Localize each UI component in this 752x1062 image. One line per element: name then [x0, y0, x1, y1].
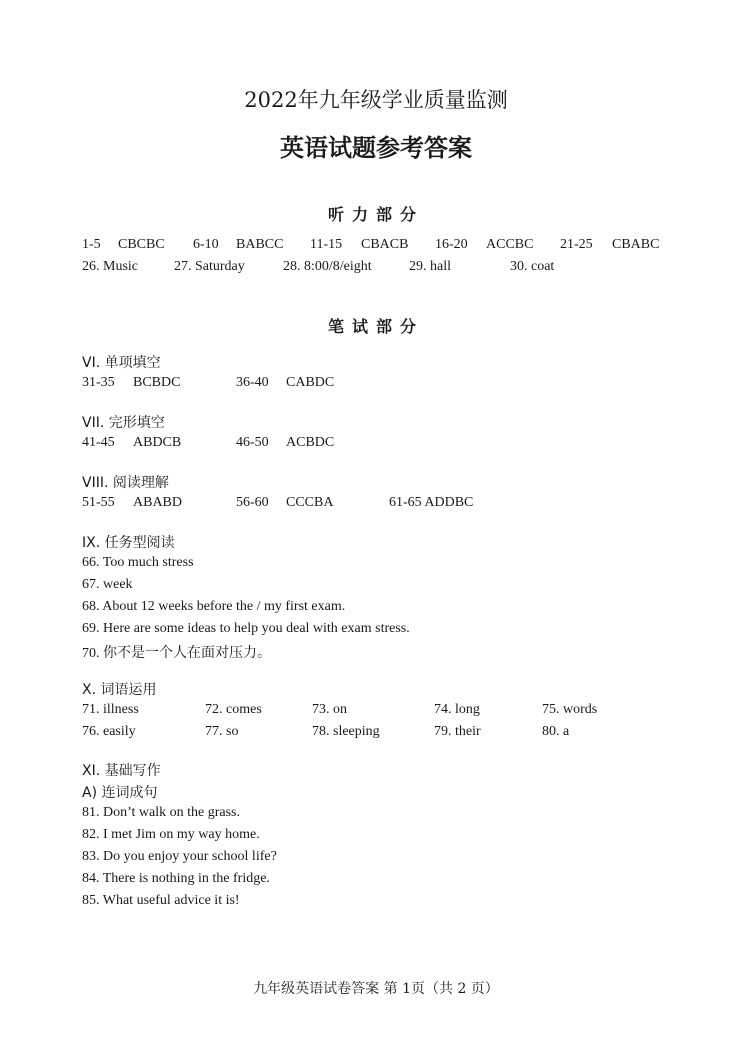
range-label: 11-15 [310, 237, 343, 252]
range-label: 1-5 [82, 237, 101, 252]
answer-item: 27. Saturday [174, 259, 245, 274]
answer-group: ABABD [133, 495, 183, 510]
answer-item: 29. hall [409, 259, 451, 274]
range-label: 21-25 [560, 237, 593, 252]
answer-line: 66. Too much stress [82, 555, 194, 570]
answer-item: 75. words [542, 702, 598, 717]
range-label: 36-40 [236, 375, 269, 390]
answer-key-title: 英语试题参考答案 [280, 133, 472, 162]
section-viii-heading: VIII. 阅读理解 [82, 475, 169, 491]
answer-item: 80. a [542, 724, 570, 739]
section-vii-heading: VII. 完形填空 [82, 415, 165, 431]
answer-group: CBACB [361, 237, 409, 252]
answer-group: CBCBC [118, 237, 165, 252]
page-footer: 九年级英语试卷答案 第 1页（共 2 页） [253, 981, 499, 997]
answer-item: 76. easily [82, 724, 136, 739]
answer-group: BCBDC [133, 375, 181, 390]
answer-item: 26. Music [82, 259, 138, 274]
answer-group: ACCBC [486, 237, 534, 252]
answer-group: ACBDC [286, 435, 335, 450]
answer-item: 72. comes [205, 702, 262, 717]
answer-group: CBABC [612, 237, 660, 252]
range-label: 31-35 [82, 375, 115, 390]
range-label: 56-60 [236, 495, 269, 510]
answer-line: 82. I met Jim on my way home. [82, 827, 260, 842]
answer-line: 67. week [82, 577, 133, 592]
section-x-heading: X. 词语运用 [82, 682, 157, 698]
section-vi-heading: VI. 单项填空 [82, 355, 161, 371]
answer-group: ABDCB [133, 435, 182, 450]
answer-group: BABCC [236, 237, 284, 252]
answer-group: CABDC [286, 375, 335, 390]
answer-item: 77. so [205, 724, 239, 739]
section-xi-heading: XI. 基础写作 [82, 763, 161, 779]
answer-item: 30. coat [510, 259, 555, 274]
exam-title: 2022年九年级学业质量监测 [244, 88, 508, 112]
range-label: 16-20 [435, 237, 468, 252]
written-section-heading: 笔试部分 [327, 317, 424, 336]
answer-item: 74. long [434, 702, 480, 717]
answer-item: 79. their [434, 724, 481, 739]
answer-line: 83. Do you enjoy your school life? [82, 849, 277, 864]
answer-item: 71. illness [82, 702, 139, 717]
range-label: 41-45 [82, 435, 115, 450]
section-xi-subheading: A) 连词成句 [82, 785, 158, 801]
answer-group: CCCBA [286, 495, 334, 510]
section-ix-heading: IX. 任务型阅读 [82, 535, 175, 551]
answer-line: 69. Here are some ideas to help you deal with exam stress. [82, 621, 410, 636]
range-label: 46-50 [236, 435, 269, 450]
answer-line: 85. What useful advice it is! [82, 893, 240, 908]
listening-section-heading: 听力部分 [327, 205, 424, 224]
answer-item: 78. sleeping [312, 724, 380, 739]
answer-line: 81. Don’t walk on the grass. [82, 805, 240, 820]
answer-item: 73. on [312, 702, 347, 717]
answer-line: 70. 你不是一个人在面对压力。 [82, 646, 271, 661]
answer-item: 28. 8:00/8/eight [283, 259, 372, 274]
answer-line: 84. There is nothing in the fridge. [82, 871, 270, 886]
answer-line: 68. About 12 weeks before the / my first exam. [82, 599, 346, 614]
range-label: 6-10 [193, 237, 219, 252]
range-label: 51-55 [82, 495, 115, 510]
answer-group: 61-65 ADDBC [389, 495, 474, 510]
